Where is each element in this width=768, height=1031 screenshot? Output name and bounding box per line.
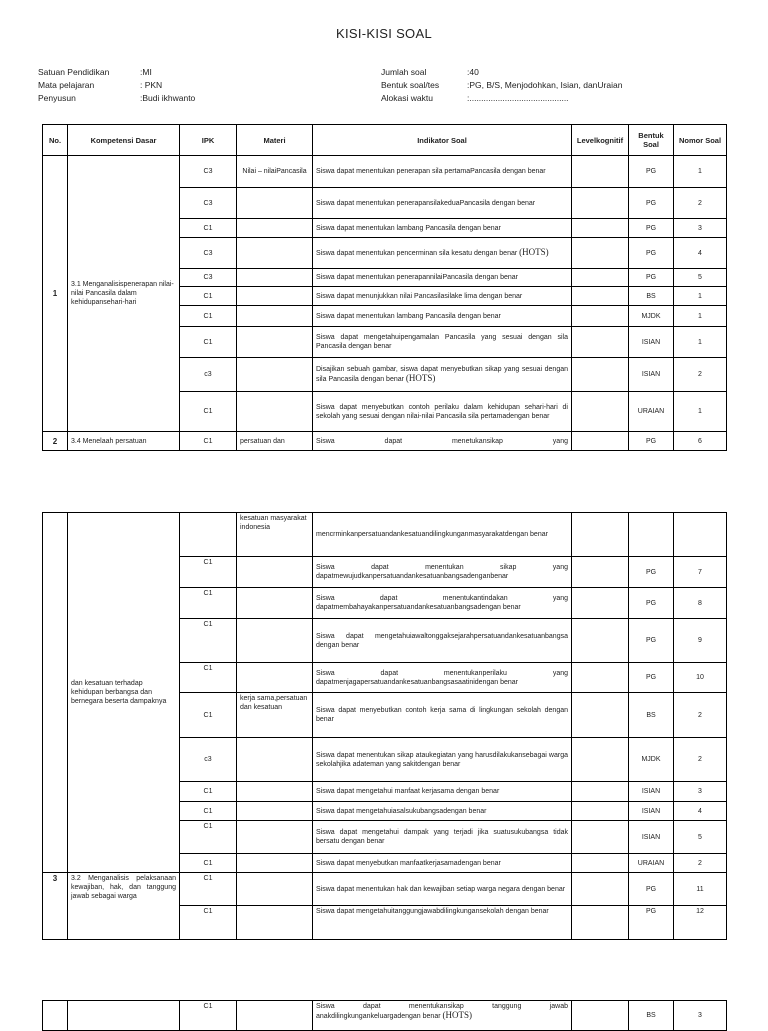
nomor-cell: 3	[674, 1001, 727, 1031]
meta-row-subject	[38, 79, 195, 92]
indikator-cell: Siswa dapat menentukan sikap ataukegiatan yang harusdilakukansebagai warga sekolahjika adateman yang sakitdengan benar	[313, 738, 572, 782]
ipk-cell: C1	[180, 619, 237, 663]
bentuk-cell: PG	[629, 156, 674, 188]
materi-cell	[237, 588, 313, 619]
table-row	[43, 432, 727, 451]
bentuk-cell: URAIAN	[629, 854, 674, 873]
meta-row-count	[381, 66, 622, 79]
indikator-cell: Siswa dapat menyebutkan manfaatkerjasamadengan benar	[313, 854, 572, 873]
meta-value: :PG, B/S, Menjodohkan, Isian, danUraian	[467, 80, 623, 90]
meta-label: Penyusun	[38, 93, 76, 103]
bentuk-cell: PG	[629, 588, 674, 619]
nomor-cell: 1	[674, 156, 727, 188]
ipk-cell: C1	[180, 873, 237, 906]
level-cell	[572, 1001, 629, 1031]
materi-cell: kerja sama,persatuan dan kesatuan	[237, 693, 313, 738]
nomor-cell: 9	[674, 619, 727, 663]
ipk-cell: C1	[180, 821, 237, 854]
bentuk-cell: PG	[629, 873, 674, 906]
level-cell	[572, 693, 629, 738]
nomor-cell: 11	[674, 873, 727, 906]
indikator-cell: Siswa dapat mengetahuipengamalan Pancasila yang sesuai dengan sila Pancasila dengan benar	[313, 327, 572, 358]
ipk-cell: C1	[180, 306, 237, 327]
nomor-cell: 12	[674, 906, 727, 940]
header-cell: Indikator Soal	[313, 125, 572, 156]
indikator-cell: Siswa dapat menetukansikap yang	[313, 432, 572, 451]
header-cell: Bentuk Soal	[629, 125, 674, 156]
nomor-cell: 7	[674, 557, 727, 588]
bentuk-cell: PG	[629, 906, 674, 940]
nomor-cell: 1	[674, 287, 727, 306]
bentuk-cell: PG	[629, 188, 674, 219]
indikator-cell: Siswa dapat menentukanperilaku yang dapatmenjagapersatuandankesatuanbangsasaatinidengan benar	[313, 663, 572, 693]
indikator-cell	[313, 1001, 572, 1031]
ipk-cell: C1	[180, 392, 237, 432]
level-cell	[572, 306, 629, 327]
materi-cell	[237, 821, 313, 854]
indikator-text: Siswa dapat menentukansikap tanggung jawab anakdilingkungankeluargadengan benar	[316, 1003, 568, 1020]
kompetensi-dasar: 3.1 Menganalisispenerapan nilai-nilai Pancasila dalam kehidupansehari-hari	[68, 156, 180, 432]
kisi-table-page-3	[42, 1000, 727, 1031]
ipk-cell: C1	[180, 287, 237, 306]
indikator-cell: Siswa dapat mengetahui dampak yang terjadi jika suatusukubangsa tidak bersatu dengan benar	[313, 821, 572, 854]
bentuk-cell: PG	[629, 219, 674, 238]
meta-value: :Budi ikhwanto	[140, 93, 196, 103]
bentuk-cell: BS	[629, 1001, 674, 1031]
ipk-cell: C1	[180, 693, 237, 738]
indikator-cell: Siswa dapat mengetahuiawaltonggaksejarahpersatuandankesatuanbangsa dengan benar	[313, 619, 572, 663]
header-cell: Nomor Soal	[674, 125, 727, 156]
level-cell	[572, 588, 629, 619]
level-cell	[572, 557, 629, 588]
table-row	[43, 156, 727, 188]
kisi-table-page-1	[42, 124, 727, 451]
level-cell	[572, 873, 629, 906]
meta-label: Satuan Pendidikan	[38, 67, 110, 77]
nomor-cell	[674, 513, 727, 557]
header-cell: No.	[43, 125, 68, 156]
meta-value: :MI	[140, 67, 152, 77]
level-cell	[572, 802, 629, 821]
nomor-cell: 6	[674, 432, 727, 451]
ipk-cell: C1	[180, 588, 237, 619]
kisi-table-page-2	[42, 512, 727, 940]
ipk-cell: C1	[180, 782, 237, 802]
ipk-cell: C1	[180, 663, 237, 693]
meta-label: Jumlah soal	[381, 67, 427, 77]
ipk-cell: C1	[180, 906, 237, 940]
nomor-cell: 5	[674, 269, 727, 287]
bentuk-cell: ISIAN	[629, 358, 674, 392]
ipk-cell: C1	[180, 1001, 237, 1031]
kompetensi-dasar: 3.4 Menelaah persatuan	[68, 432, 180, 451]
meta-row-school	[38, 66, 195, 79]
meta-left	[38, 66, 195, 105]
materi-cell: kesatuan masyarakat indonesia	[237, 513, 313, 557]
nomor-cell: 2	[674, 188, 727, 219]
materi-cell	[237, 906, 313, 940]
meta-label: Mata pelajaran	[38, 80, 95, 90]
indikator-cell: Siswa dapat menentukan hak dan kewajiban setiap warga negara dengan benar	[313, 873, 572, 906]
ipk-cell: c3	[180, 738, 237, 782]
nomor-cell: 2	[674, 693, 727, 738]
level-cell	[572, 238, 629, 269]
materi-cell	[237, 802, 313, 821]
level-cell	[572, 906, 629, 940]
level-cell	[572, 513, 629, 557]
kompetensi-dasar: 3.2 Menganalisis pelaksanaan kewajiban, hak, dan tanggung jawab sebagai warga	[68, 873, 180, 940]
indikator-cell: Siswa dapat menyebutkan contoh kerja sama di lingkungan sekolah dengan benar	[313, 693, 572, 738]
bentuk-cell: PG	[629, 238, 674, 269]
nomor-cell: 10	[674, 663, 727, 693]
level-cell	[572, 663, 629, 693]
table-row	[43, 873, 727, 906]
bentuk-cell: BS	[629, 693, 674, 738]
materi-cell	[237, 219, 313, 238]
indikator-cell: Siswa dapat menentukan lambang Pancasila dengan benar	[313, 219, 572, 238]
ipk-cell: C3	[180, 269, 237, 287]
meta-row-time	[381, 92, 622, 105]
table-header-row	[43, 125, 727, 156]
indikator-text: Disajikan sebuah gambar, siswa dapat menyebutkan sikap yang sesuai dengan sila Pancasila dengan benar	[316, 366, 568, 383]
nomor-cell: 1	[674, 392, 727, 432]
nomor-cell: 3	[674, 219, 727, 238]
row-number: 3	[43, 873, 68, 940]
meta-value: :40	[467, 67, 479, 77]
row-number	[43, 513, 68, 873]
meta-row-type	[381, 79, 622, 92]
indikator-cell	[313, 358, 572, 392]
nomor-cell: 1	[674, 306, 727, 327]
hots-tag: (HOTS)	[519, 247, 549, 257]
materi-cell	[237, 287, 313, 306]
row-number: 1	[43, 156, 68, 432]
indikator-cell: Siswa dapat mengetahuitanggungjawabdilingkungansekolah dengan benar	[313, 906, 572, 940]
nomor-cell: 8	[674, 588, 727, 619]
materi-cell	[237, 557, 313, 588]
level-cell	[572, 619, 629, 663]
indikator-text: Siswa dapat menentukan pencerminan sila kesatu dengan benar	[316, 250, 518, 257]
bentuk-cell	[629, 513, 674, 557]
nomor-cell: 1	[674, 327, 727, 358]
indikator-cell: Siswa dapat menunjukkan nilai Pancasilasilake lima dengan benar	[313, 287, 572, 306]
ipk-cell: C3	[180, 188, 237, 219]
ipk-cell: C3	[180, 156, 237, 188]
bentuk-cell: PG	[629, 557, 674, 588]
indikator-cell: Siswa dapat menentukan penerapansilakeduaPancasila dengan benar	[313, 188, 572, 219]
nomor-cell: 4	[674, 802, 727, 821]
indikator-cell: mencrminkanpersatuandankesatuandilingkunganmasyarakatdengan benar	[313, 513, 572, 557]
meta-value: : PKN	[140, 80, 163, 90]
indikator-cell	[313, 238, 572, 269]
meta-right	[381, 66, 622, 105]
bentuk-cell: MJDK	[629, 738, 674, 782]
hots-tag: (HOTS)	[405, 373, 436, 383]
level-cell	[572, 219, 629, 238]
materi-cell: persatuan dan	[237, 432, 313, 451]
level-cell	[572, 738, 629, 782]
bentuk-cell: PG	[629, 432, 674, 451]
level-cell	[572, 327, 629, 358]
indikator-cell: Siswa dapat menentukan penerapan sila pertamaPancasila dengan benar	[313, 156, 572, 188]
ipk-cell: C1	[180, 327, 237, 358]
level-cell	[572, 156, 629, 188]
materi-cell	[237, 306, 313, 327]
bentuk-cell: PG	[629, 269, 674, 287]
nomor-cell: 2	[674, 738, 727, 782]
level-cell	[572, 392, 629, 432]
level-cell	[572, 188, 629, 219]
meta-value: :..........................................	[467, 93, 569, 103]
nomor-cell: 3	[674, 782, 727, 802]
table-row	[43, 513, 727, 557]
bentuk-cell: PG	[629, 663, 674, 693]
ipk-cell: C1	[180, 432, 237, 451]
indikator-cell: Siswa dapat mengetahuiasalsukubangsadengan benar	[313, 802, 572, 821]
nomor-cell: 4	[674, 238, 727, 269]
materi-cell	[237, 663, 313, 693]
row-number	[43, 1001, 68, 1031]
table-row	[43, 1001, 727, 1031]
header-cell: Materi	[237, 125, 313, 156]
ipk-cell: C1	[180, 854, 237, 873]
document-title: KISI-KISI SOAL	[336, 26, 432, 41]
level-cell	[572, 854, 629, 873]
kompetensi-dasar: dan kesatuan terhadap kehidupan berbangsa dan bernegara beserta dampaknya	[68, 513, 180, 873]
indikator-cell: Siswa dapat menyebutkan contoh perilaku dalam kehidupan sehari-hari di sekolah yang sesuai dengan nilai-nilai Pancasila sila pertamadengan benar	[313, 392, 572, 432]
hots-tag: (HOTS)	[442, 1010, 473, 1020]
header-cell: Levelkognitif	[572, 125, 629, 156]
indikator-cell: Siswa dapat menentukantindakan yang dapatmembahayakanpersatuandankesatuanbangsadengan benar	[313, 588, 572, 619]
materi-cell	[237, 619, 313, 663]
indikator-cell: Siswa dapat menentukan lambang Pancasila dengan benar	[313, 306, 572, 327]
materi-cell	[237, 327, 313, 358]
materi-cell	[237, 782, 313, 802]
materi-cell	[237, 358, 313, 392]
meta-row-author	[38, 92, 195, 105]
materi-cell	[237, 873, 313, 906]
indikator-cell: Siswa dapat mengetahui manfaat kerjasama dengan benar	[313, 782, 572, 802]
row-number: 2	[43, 432, 68, 451]
ipk-cell	[180, 513, 237, 557]
bentuk-cell: URAIAN	[629, 392, 674, 432]
materi-cell	[237, 392, 313, 432]
meta-label: Bentuk soal/tes	[381, 80, 440, 90]
level-cell	[572, 269, 629, 287]
ipk-cell: c3	[180, 358, 237, 392]
nomor-cell: 2	[674, 358, 727, 392]
materi-cell	[237, 238, 313, 269]
ipk-cell: C1	[180, 802, 237, 821]
bentuk-cell: ISIAN	[629, 327, 674, 358]
nomor-cell: 2	[674, 854, 727, 873]
level-cell	[572, 358, 629, 392]
indikator-cell: Siswa dapat menentukan sikap yang dapatmewujudkanpersatuandankesatuanbangsadenganbenar	[313, 557, 572, 588]
indikator-cell: Siswa dapat menentukan penerapannilaiPancasila dengan benar	[313, 269, 572, 287]
materi-cell	[237, 854, 313, 873]
ipk-cell: C1	[180, 219, 237, 238]
level-cell	[572, 782, 629, 802]
materi-cell	[237, 738, 313, 782]
bentuk-cell: MJDK	[629, 306, 674, 327]
bentuk-cell: ISIAN	[629, 802, 674, 821]
level-cell	[572, 287, 629, 306]
bentuk-cell: ISIAN	[629, 782, 674, 802]
bentuk-cell: BS	[629, 287, 674, 306]
nomor-cell: 5	[674, 821, 727, 854]
ipk-cell: C3	[180, 238, 237, 269]
level-cell	[572, 432, 629, 451]
kompetensi-dasar	[68, 1001, 180, 1031]
header-cell: IPK	[180, 125, 237, 156]
bentuk-cell: PG	[629, 619, 674, 663]
materi-cell	[237, 188, 313, 219]
header-cell: Kompetensi Dasar	[68, 125, 180, 156]
meta-label: Alokasi waktu	[381, 93, 433, 103]
materi-cell: Nilai – nilaiPancasila	[237, 156, 313, 188]
materi-cell	[237, 269, 313, 287]
bentuk-cell: ISIAN	[629, 821, 674, 854]
materi-cell	[237, 1001, 313, 1031]
level-cell	[572, 821, 629, 854]
ipk-cell: C1	[180, 557, 237, 588]
